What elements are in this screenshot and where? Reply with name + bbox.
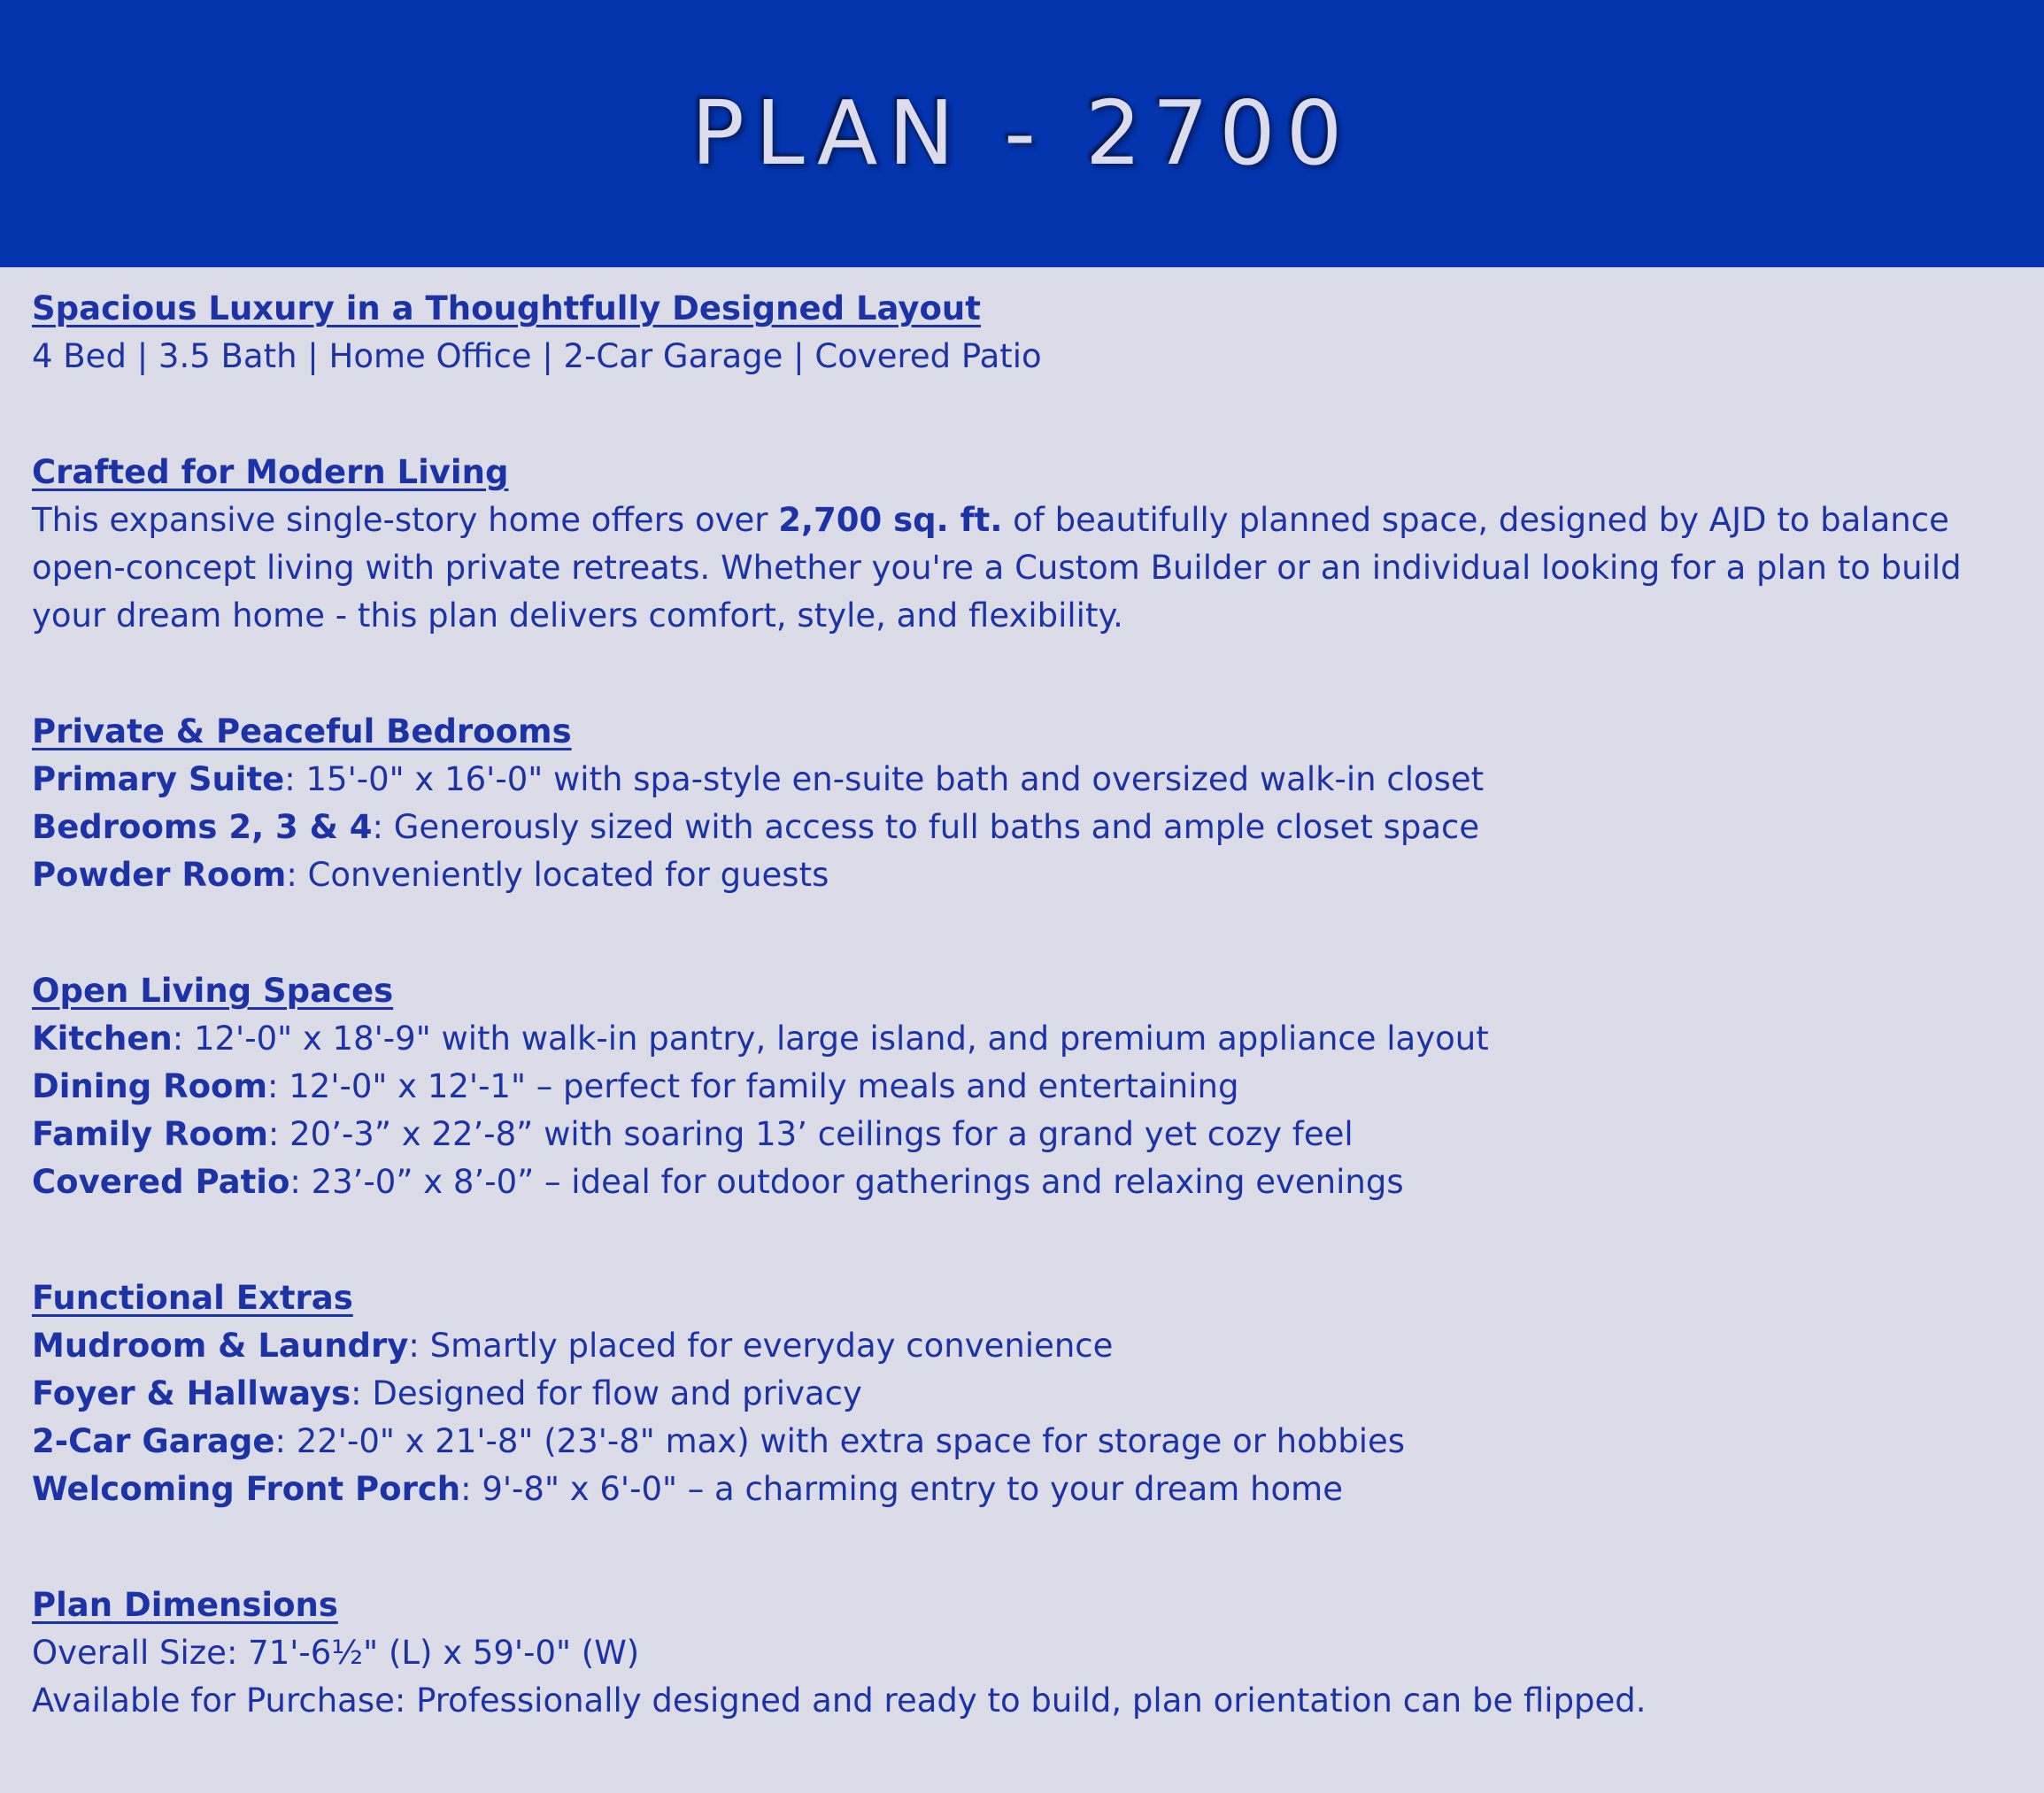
purchase-info: Available for Purchase: Professionally designed and ready to build, plan orientation can be flipped. bbox=[32, 1681, 1647, 1720]
list-item bbox=[32, 804, 2015, 851]
section-heading-extras: Functional Extras bbox=[32, 1279, 353, 1317]
crafted-text-after: of beautifully planned space, designed by AJD to balance open-concept living with private retreats. Whether you're a Custom Builder or an individual looking for a plan to build your dream home - this plan delivers comfort, style, and flexibility. bbox=[32, 501, 1962, 635]
crafted-paragraph bbox=[32, 496, 2015, 640]
list-item bbox=[32, 1370, 2015, 1418]
item-text: : 23’-0” x 8’-0” – ideal for outdoor gatherings and relaxing evenings bbox=[289, 1163, 1404, 1201]
section-crafted bbox=[32, 449, 2015, 640]
item-text: : 9'-8" x 6'-0" – a charming entry to your dream home bbox=[460, 1470, 1343, 1508]
item-text: : Smartly placed for everyday convenience bbox=[408, 1327, 1114, 1365]
list-item bbox=[32, 1111, 2015, 1158]
item-label: 2-Car Garage bbox=[32, 1422, 275, 1460]
item-text: : 20’-3” x 22’-8” with soaring 13’ ceilings for a grand yet cozy feel bbox=[267, 1115, 1354, 1153]
item-text: : Conveniently located for guests bbox=[286, 856, 829, 894]
list-item bbox=[32, 1015, 2015, 1063]
item-label: Primary Suite bbox=[32, 760, 285, 798]
plan-description bbox=[32, 285, 2015, 1793]
item-label: Covered Patio bbox=[32, 1163, 290, 1201]
item-label: Family Room bbox=[32, 1115, 268, 1153]
plan-title: PLAN - 2700 bbox=[690, 81, 1354, 185]
list-item bbox=[32, 1063, 2015, 1111]
section-bedrooms bbox=[32, 708, 2015, 899]
section-extras bbox=[32, 1274, 2015, 1513]
title-banner bbox=[0, 0, 2044, 267]
section-heading-living: Open Living Spaces bbox=[32, 972, 394, 1010]
item-label: Powder Room bbox=[32, 856, 287, 894]
item-label: Foyer & Hallways bbox=[32, 1374, 351, 1412]
item-text: : Generously sized with access to full baths and ample closet space bbox=[372, 808, 1480, 846]
section-heading-dimensions: Plan Dimensions bbox=[32, 1586, 338, 1624]
item-label: Bedrooms 2, 3 & 4 bbox=[32, 808, 373, 846]
item-label: Welcoming Front Porch bbox=[32, 1470, 461, 1508]
square-footage: 2,700 sq. ft. bbox=[778, 501, 1003, 539]
section-intro bbox=[32, 285, 2015, 381]
item-text: : 12'-0" x 12'-1" – perfect for family meals and entertaining bbox=[267, 1067, 1239, 1105]
item-text: : 22'-0" x 21'-8" (23'-8" max) with extra space for storage or hobbies bbox=[274, 1422, 1406, 1460]
list-item bbox=[32, 851, 2015, 899]
section-dimensions bbox=[32, 1581, 2015, 1725]
list-item bbox=[32, 1158, 2015, 1206]
overall-size: Overall Size: 71'-6½" (L) x 59'-0" (W) bbox=[32, 1634, 640, 1672]
list-item bbox=[32, 1466, 2015, 1513]
item-text: : 15'-0" x 16'-0" with spa-style en-suite bath and oversized walk-in closet bbox=[284, 760, 1485, 798]
list-item bbox=[32, 756, 2015, 804]
list-item bbox=[32, 1418, 2015, 1466]
item-label: Dining Room bbox=[32, 1067, 268, 1105]
item-label: Kitchen bbox=[32, 1020, 173, 1058]
plan-summary: 4 Bed | 3.5 Bath | Home Office | 2-Car Garage | Covered Patio bbox=[32, 337, 1042, 375]
section-heading-intro: Spacious Luxury in a Thoughtfully Designed Layout bbox=[32, 289, 981, 327]
section-heading-crafted: Crafted for Modern Living bbox=[32, 453, 509, 491]
item-text: : Designed for flow and privacy bbox=[351, 1374, 862, 1412]
item-text: : 12'-0" x 18'-9" with walk-in pantry, large island, and premium appliance layout bbox=[172, 1020, 1489, 1058]
list-item bbox=[32, 1322, 2015, 1370]
item-label: Mudroom & Laundry bbox=[32, 1327, 409, 1365]
crafted-text-before: This expansive single-story home offers over bbox=[32, 501, 779, 539]
section-heading-bedrooms: Private & Peaceful Bedrooms bbox=[32, 712, 572, 750]
section-living bbox=[32, 967, 2015, 1206]
